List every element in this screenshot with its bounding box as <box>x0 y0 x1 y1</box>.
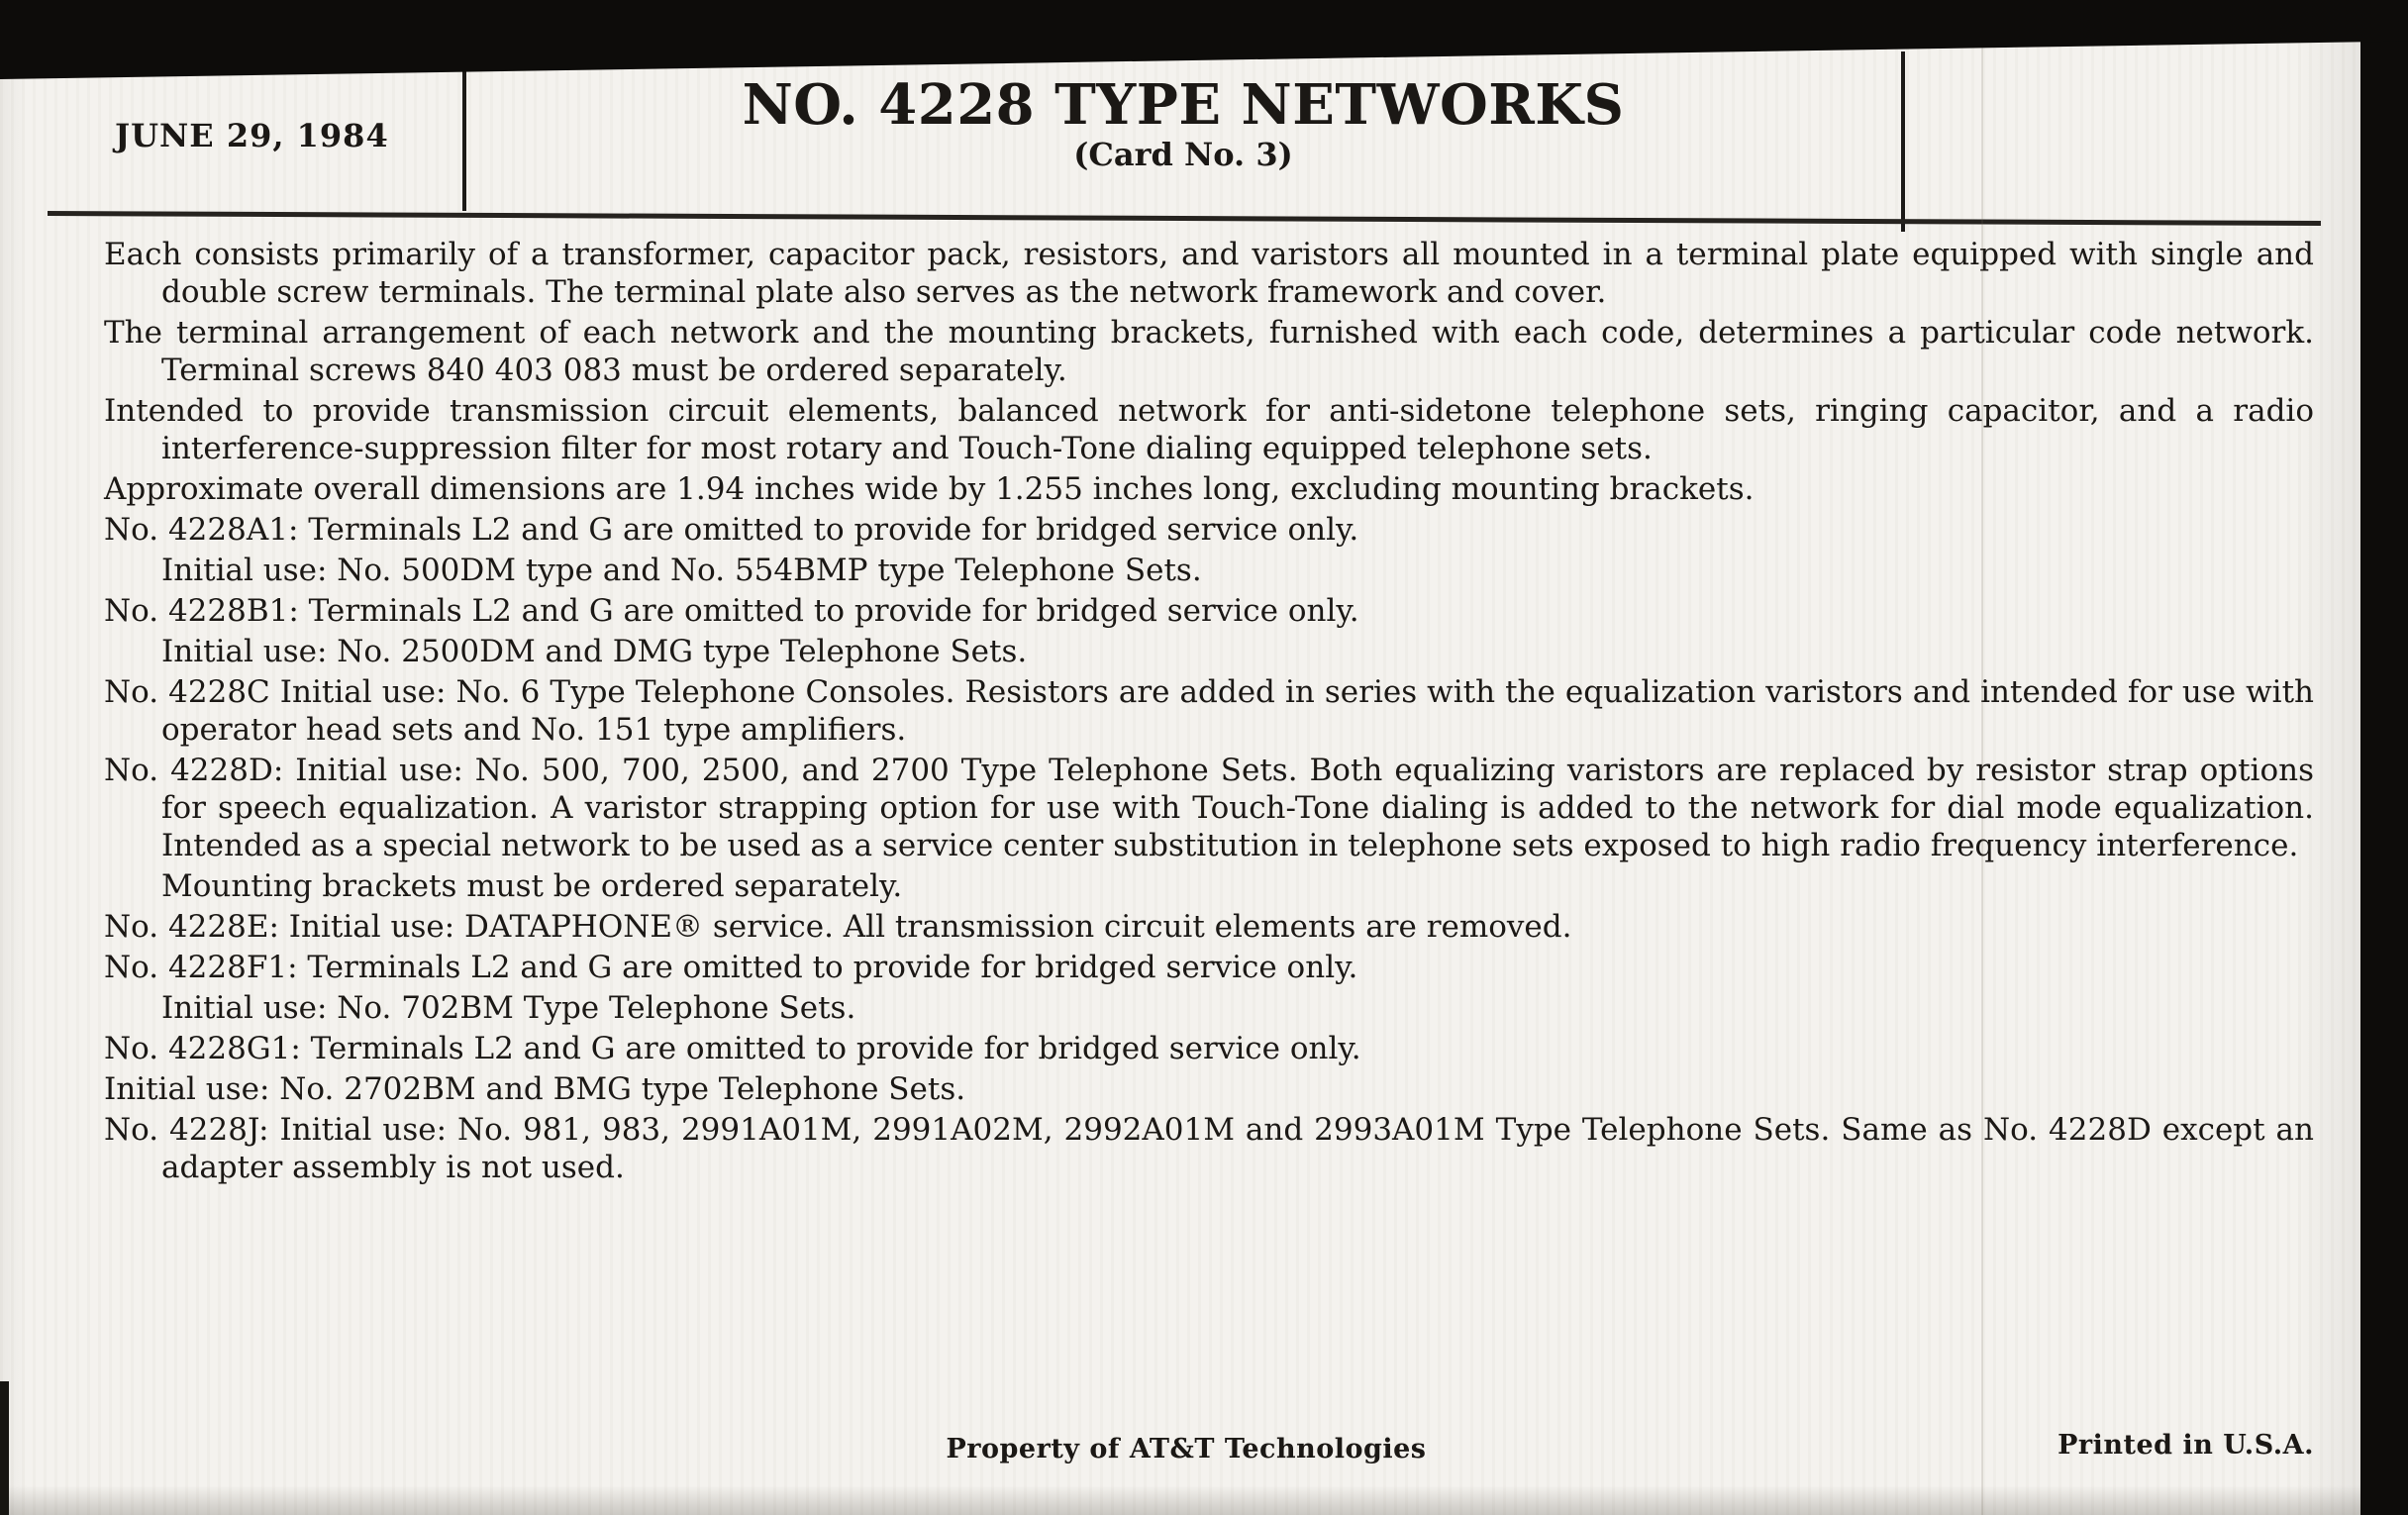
scan-seam-line <box>1981 0 1983 1515</box>
paragraph-network-4228a1: No. 4228A1: Terminals L2 and G are omitted to provide for bridged service only. <box>104 512 1359 548</box>
card-number-subtitle: (Card No. 3) <box>1073 136 1293 173</box>
paragraph-intended-purpose: Intended to provide transmission circuit elements, balanced network for anti-sidetone telephone sets, ringing capacitor, and a radio interference-suppression filter for most rotary and Touch-Tone dialing equipped telephone sets. <box>104 393 2314 466</box>
paragraph-initial-use-4228b1: Initial use: No. 2500DM and DMG type Telephone Sets. <box>161 634 1028 669</box>
scan-left-edge <box>0 1381 9 1515</box>
property-notice: Property of AT&T Technologies <box>946 1434 1427 1464</box>
paragraph-network-4228j: No. 4228J: Initial use: No. 981, 983, 2991A01M, 2991A02M, 2992A01M and 2993A01M Type Telephone Sets. Same as No. 4228D except an adapter assembly is not used. <box>104 1112 2314 1185</box>
paragraph-network-4228e: No. 4228E: Initial use: DATAPHONE® service. All transmission circuit elements are removed. <box>104 909 1572 945</box>
paragraph-network-4228c: No. 4228C Initial use: No. 6 Type Telephone Consoles. Resistors are added in series with the equalization varistors and intended for use with operator head sets and No. 151 type amplifiers. <box>104 674 2314 748</box>
paragraph-network-4228g1: No. 4228G1: Terminals L2 and G are omitted to provide for bridged service only. <box>104 1031 1361 1066</box>
header-divider-right <box>1901 51 1905 232</box>
paragraph-dimensions: Approximate overall dimensions are 1.94 inches wide by 1.255 inches long, excluding mounting brackets. <box>104 471 1755 507</box>
header-title-block <box>465 72 1901 173</box>
paragraph-mounting-brackets: Mounting brackets must be ordered separately. <box>161 868 903 904</box>
printed-in-usa-notice: Printed in U.S.A. <box>2057 1430 2314 1461</box>
scan-bottom-shadow <box>0 1485 2364 1515</box>
paragraph-network-4228f1: No. 4228F1: Terminals L2 and G are omitted to provide for bridged service only. <box>104 950 1358 985</box>
issue-date: JUNE 29, 1984 <box>115 117 389 154</box>
paragraph-initial-use-4228a1: Initial use: No. 500DM type and No. 554BMP type Telephone Sets. <box>161 553 1202 588</box>
page-title: NO. 4228 TYPE NETWORKS <box>742 72 1625 138</box>
paragraph-initial-use-4228g1: Initial use: No. 2702BM and BMG type Telephone Sets. <box>104 1071 966 1107</box>
scan-right-black-border <box>2360 0 2408 1515</box>
paragraph-network-4228d: No. 4228D: Initial use: No. 500, 700, 2500, and 2700 Type Telephone Sets. Both equalizing varistors are replaced by resistor strap options for speech equalization. A varistor strapping option for use with Touch-Tone dialing is added to the network for dial mode equalization. Intended as a special network to be used as a service center substitution in telephone sets exposed to high radio frequency interference. <box>104 753 2314 863</box>
header-rule <box>48 211 2321 226</box>
paragraph-network-4228b1: No. 4228B1: Terminals L2 and G are omitted to provide for bridged service only. <box>104 593 1359 629</box>
paragraph-initial-use-4228f1: Initial use: No. 702BM Type Telephone Sets. <box>161 990 856 1026</box>
paragraph-intro-construction: Each consists primarily of a transformer, capacitor pack, resistors, and varistors all mounted in a terminal plate equipped with single and double screw terminals. The terminal plate also serves as the network framework and cover. <box>104 237 2314 310</box>
paragraph-terminal-arrangement: The terminal arrangement of each network and the mounting brackets, furnished with each code, determines a particular code network. Terminal screws 840 403 083 must be ordered separately. <box>104 315 2314 388</box>
